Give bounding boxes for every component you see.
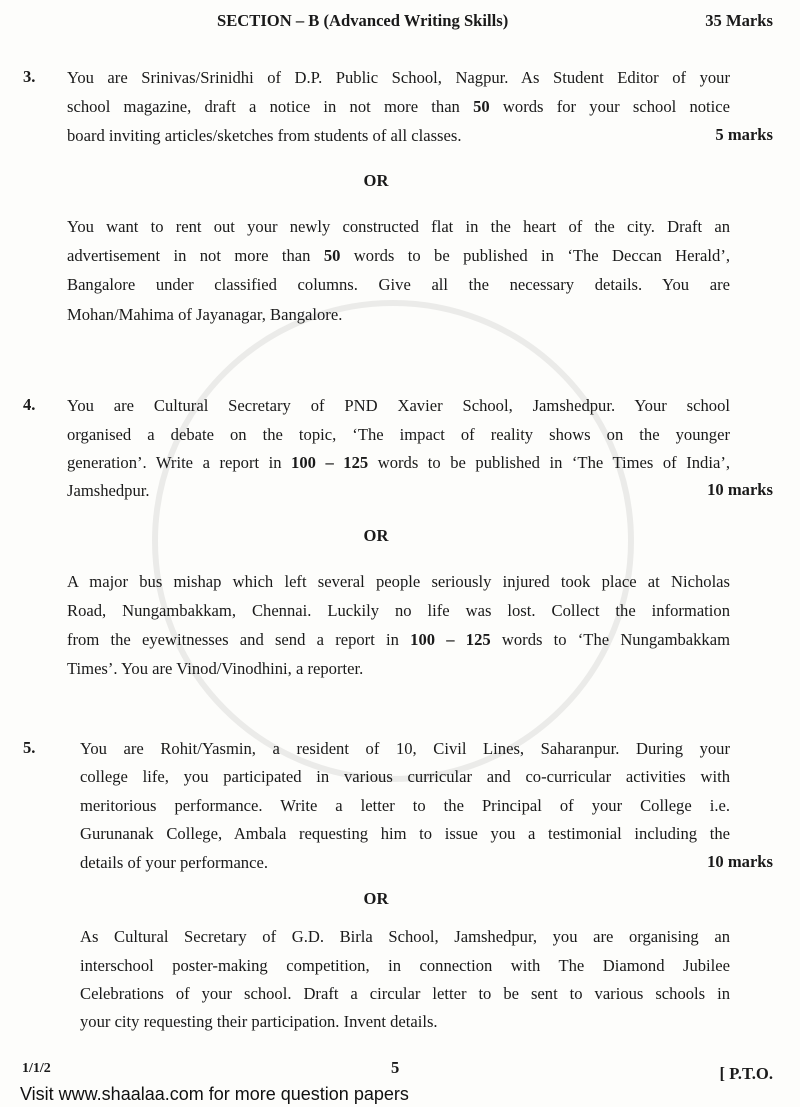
paper-code: 1/1/2 [22,1061,51,1076]
question-text-line: organised a debate on the topic, ‘The impact of reality shows on the younger [67,425,730,444]
alternative-question-line: You want to rent out your newly constructed flat in the heart of the city. Draft an [67,217,730,236]
alternative-question-line: A major bus mishap which left several people seriously injured took place at Nicholas [67,572,730,591]
alternative-question-line: Times’. You are Vinod/Vinodhini, a reporter. [67,659,364,678]
or-separator: OR [363,526,389,545]
question-text-line: details of your performance. [80,853,268,872]
alternative-question-line: Bangalore under classified columns. Give all the necessary details. You are [67,275,730,294]
question-text-line: generation’. Write a report in 100 – 125 words to be published in ‘The Times of India’, [67,453,730,472]
question-number: 3. [23,67,36,86]
question-text-line: board inviting articles/sketches from students of all classes. [67,126,462,145]
question-text-line: college life, you participated in various curricular and co-curricular activities with [80,767,730,786]
question-text-line: meritorious performance. Write a letter to the Principal of your College i.e. [80,796,730,815]
footer-link[interactable]: Visit www.shaalaa.com for more question papers [20,1084,409,1104]
page-number: 5 [391,1058,400,1077]
or-separator: OR [363,171,389,190]
question-number: 4. [23,395,36,414]
alternative-question-line: Mohan/Mahima of Jayanagar, Bangalore. [67,305,343,324]
question-text-line: school magazine, draft a notice in not more than 50 words for your school notice [67,97,731,116]
question-marks: 5 marks [715,125,773,144]
question-marks: 10 marks [707,852,773,871]
pto-label: [ P.T.O. [719,1064,773,1083]
question-text-line: You are Srinivas/Srinidhi of D.P. Public School, Nagpur. As Student Editor of your [67,68,730,87]
or-separator: OR [363,889,389,908]
alternative-question-line: advertisement in not more than 50 words to be published in ‘The Deccan Herald’, [67,246,730,265]
alternative-question-line: Celebrations of your school. Draft a circular letter to be sent to various schools in [80,984,730,1003]
alternative-question-line: your city requesting their participation. Invent details. [80,1012,438,1031]
question-number: 5. [23,738,36,757]
alternative-question-line: As Cultural Secretary of G.D. Birla School, Jamshedpur, you are organising an [80,927,730,946]
alternative-question-line: from the eyewitnesses and send a report in 100 – 125 words to ‘The Nungambakkam [67,630,730,649]
section-marks: 35 Marks [705,11,773,30]
question-marks: 10 marks [707,480,773,499]
question-text-line: Gurunanak College, Ambala requesting him to issue you a testimonial including the [80,824,730,843]
section-title: SECTION – B (Advanced Writing Skills) [217,11,509,30]
alternative-question-line: Road, Nungambakkam, Chennai. Luckily no life was lost. Collect the information [67,601,730,620]
question-text-line: You are Rohit/Yasmin, a resident of 10, Civil Lines, Saharanpur. During your [80,739,730,758]
question-text-line: You are Cultural Secretary of PND Xavier School, Jamshedpur. Your school [67,396,730,415]
question-text-line: Jamshedpur. [67,481,150,500]
alternative-question-line: interschool poster-making competition, in connection with The Diamond Jubilee [80,956,730,975]
